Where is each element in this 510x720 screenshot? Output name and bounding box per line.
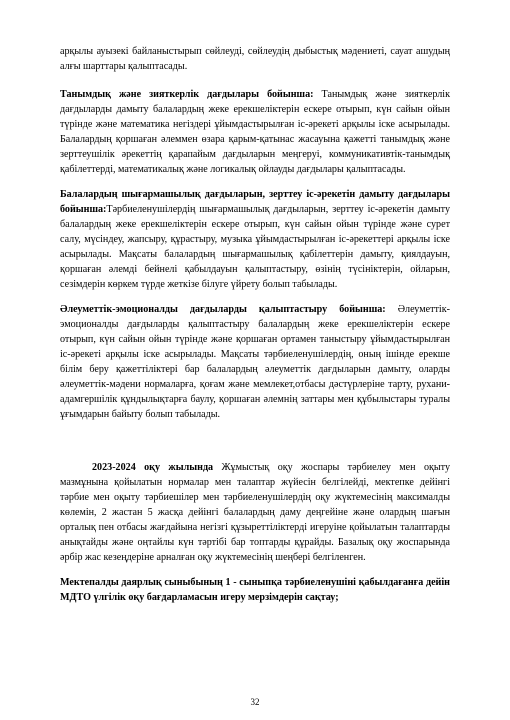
paragraph-preschool-class bbox=[60, 575, 450, 605]
heading-academic-year: 2023-2024 оқу жылында bbox=[92, 462, 214, 473]
heading-creative-skills: Балалардың шығармашылық дағдыларын, зерттеу іс-әрекетін дамыту дағдылары бойынша: bbox=[60, 189, 450, 215]
paragraph-intro bbox=[60, 44, 450, 74]
paragraph-cognitive-skills bbox=[60, 87, 450, 177]
paragraph-academic-year-text: Жұмыстық оқу жоспары тәрбиелеу мен оқыту мазмұнына қойылатын нормалар мен талаптар жүйесін белгілейді, мектепке дейінгі тәрбие мен оқыту тәрбиешілер мен тәрбиеленушілердің оқу жүктемесінің максималды көлемін, 2 жастан 5 жасқа дейінгі балалардың даму деңгейіне және олардың шағын орталық пен отбасы жағдайына негізгі құзыреттіліктерді игеруіне қойылатын талаптарды анықтайды және оңтайлы күн тәртібі бар топтарды құрайды. Базалық оқу жоспарында әрбір жас кезеңдеріне арналған оқу жүктемесінің шеңбері белгіленген. bbox=[60, 462, 450, 563]
paragraph-academic-year bbox=[60, 460, 450, 565]
paragraph-social-emotional-skills bbox=[60, 302, 450, 422]
paragraph-intro-text: арқылы ауызекі байланыстырып сөйлеуді, сөйлеудің дыбыстық мәдениеті, сауат ашудың алғы шарттары қалыптасады. bbox=[60, 46, 450, 72]
paragraph-creative-skills-text: Тәрбиеленушілердің шығармашылық дағдыларын, зерттеу іс-әрекетін дамыту балалардың жеке ерекшеліктерін ескере отырып, күн сайын ойын түрінде және сурет салу, мүсіндеу, жапсыру, құрастыру, музыка ұйымдастырылған іс-әрекеттері арқылы іске асырылады. Мақсаты балалардың шығармашылық қабілеттерін дамыту, қиялдауын, қоршаған әлемді бейнелі қабылдауын қалыптастыру, өзінің түсініктерін, ойларын, сезімдерін көркем түрде жеткізе білуге үйрету болып табылады. bbox=[60, 204, 450, 290]
heading-social-emotional-skills: Әлеуметтік-эмоционалды дағдыларды қалыптастыру бойынша: bbox=[60, 304, 386, 315]
paragraph-social-emotional-skills-text: Әлеуметтік-эмоционалды дағдыларды қалыптастыру балалардың жеке ерекшеліктерін ескере отырып, күн сайын ойын түрінде және қоршаған ортамен таныстыру ұйымдастырылған іс-әрекеті арқылы іске асырылады. Мақсаты тәрбиеленушілердің, оның ішінде ерекше білім беру қажеттіліктері бар балалардың әлеуметтік дағдыларын дамыту, оларды әлеуметтік-мәдени нормаларға, қоғам және мемлекет,отбасы дәстүрлеріне тарту, рухани-адамгершілік құндылықтарға баулу, қоршаған әлемнің заттары мен құбылыстары туралы ұғымдарын байыту болып табылады. bbox=[60, 304, 450, 420]
paragraph-creative-skills bbox=[60, 187, 450, 292]
page-number: 32 bbox=[250, 697, 260, 707]
paragraph-cognitive-skills-text: Танымдық және зияткерлік дағдыларды дамыту балалардың жеке ерекшеліктерін ескере отырып, күн сайын ойын түрінде және математика негіздері ұйымдастырылған іс-әрекеті арқылы іске асырылады. Балалардың қоршаған әлеммен өзара қарым-қатынас жасауына қажетті танымдық және зерттеушілік әрекеттің қарапайым дағдыларын меңгеруі, коммуникативтік-танымдық қабілеттерді, математикалық және логикалық ойлауды дағдылары қалыптасады. bbox=[60, 89, 450, 175]
heading-cognitive-skills: Танымдық және зияткерлік дағдылары бойынша: bbox=[60, 89, 314, 100]
heading-preschool-class: Мектепалды даярлық сыныбының 1 - сыныпқа тәрбиеленушіні қабылдағанға дейін МДТО үлгілік оқу бағдарламасын игеру мерзімдерін сақтау; bbox=[60, 577, 450, 603]
